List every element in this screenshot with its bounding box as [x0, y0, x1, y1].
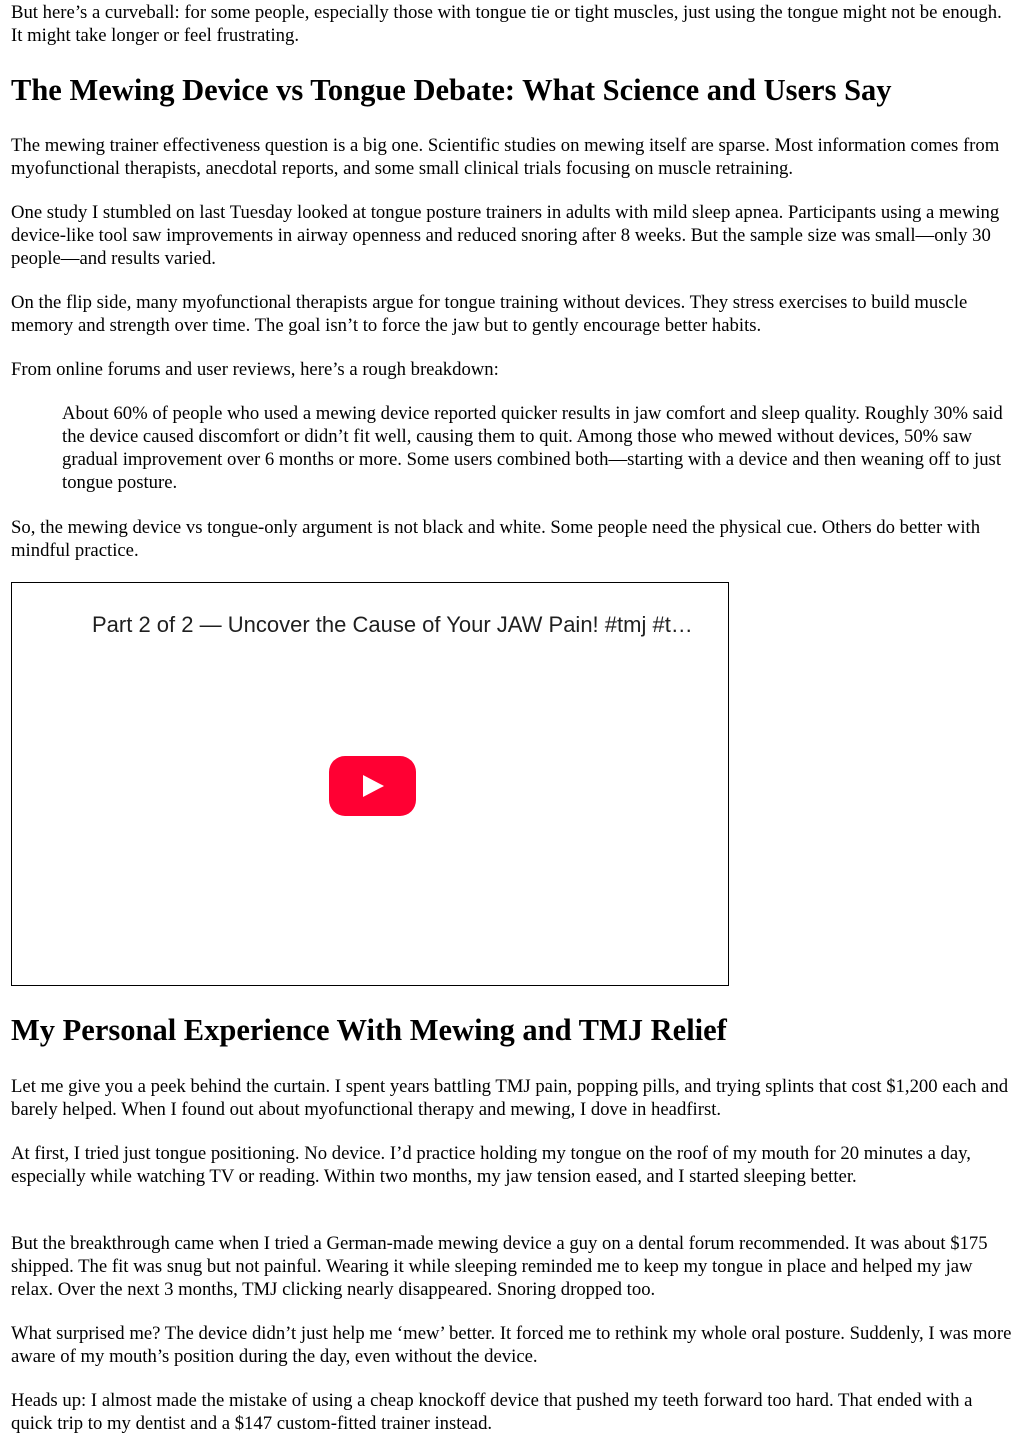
- paragraph-study: One study I stumbled on last Tuesday looked at tongue posture trainers in adults with mild sleep apnea. Participants using a mewing device-like tool saw improvements in airway openness and reduced snoring after 8 weeks. But the sample size was small—only 30 people—and results varied.: [11, 202, 1000, 269]
- paragraph-tongue-positioning: At first, I tried just tongue positioning. No device. I’d practice holding my tongue on the roof of my mouth for 20 minutes a day, especially while watching TV or reading. Within two months, my jaw tension eased, and I started sleeping better.: [11, 1143, 971, 1187]
- video-embed[interactable]: [11, 582, 729, 986]
- paragraph-behind-curtain: Let me give you a peek behind the curtain. I spent years battling TMJ pain, popping pills, and trying splints that cost $1,200 each and barely helped. When I found out about myofunctional therapy and mewing, I dove in headfirst.: [11, 1076, 1009, 1120]
- user-breakdown-quote: About 60% of people who used a mewing device reported quicker results in jaw comfort and sleep quality. Roughly 30% said the device caused discomfort or didn’t fit well, causing them to quit. Among those who mewed without devices, 50% saw gradual improvement over 6 months or more. Some users combined both—starting with a device and then weaning off to just tongue posture.: [62, 403, 1003, 493]
- paragraph-effectiveness: The mewing trainer effectiveness question is a big one. Scientific studies on mewing itself are sparse. Most information comes from myofunctional therapists, anecdotal reports, and some small clinical trials focusing on muscle retraining.: [11, 135, 1000, 179]
- paragraph-conclusion: So, the mewing device vs tongue-only argument is not black and white. Some people need the physical cue. Others do better with mindful practice.: [11, 517, 981, 561]
- paragraph-breakdown-intro: From online forums and user reviews, here’s a rough breakdown:: [11, 359, 499, 380]
- video-title[interactable]: Part 2 of 2 — Uncover the Cause of Your JAW Pain! #tmj #t…: [92, 612, 693, 637]
- paragraph-surprise: What surprised me? The device didn’t just help me ‘mew’ better. It forced me to rethink my whole oral posture. Suddenly, I was more aware of my mouth’s position during the day, even without the device.: [11, 1323, 1012, 1367]
- section-heading-experience: My Personal Experience With Mewing and TMJ Relief: [11, 1013, 727, 1047]
- play-icon: [363, 775, 384, 797]
- section-heading-debate: The Mewing Device vs Tongue Debate: What Science and Users Say: [11, 73, 892, 107]
- intro-paragraph: But here’s a curveball: for some people, especially those with tongue tie or tight muscles, just using the tongue might not be enough. It might take longer or feel frustrating.: [11, 2, 1002, 46]
- paragraph-heads-up: Heads up: I almost made the mistake of using a cheap knockoff device that pushed my teeth forward too hard. That ended with a quick trip to my dentist and a $147 custom-fitted trainer instead.: [11, 1390, 973, 1434]
- play-button[interactable]: [329, 756, 416, 816]
- paragraph-breakthrough: But the breakthrough came when I tried a German-made mewing device a guy on a dental forum recommended. It was about $175 shipped. The fit was snug but not painful. Wearing it while sleeping reminded me to keep my tongue in place and helped my jaw relax. Over the next 3 months, TMJ clicking nearly disappeared. Snoring dropped too.: [11, 1233, 988, 1300]
- paragraph-flip-side: On the flip side, many myofunctional therapists argue for tongue training without devices. They stress exercises to build muscle memory and strength over time. The goal isn’t to force the jaw but to gently encourage better habits.: [11, 292, 968, 336]
